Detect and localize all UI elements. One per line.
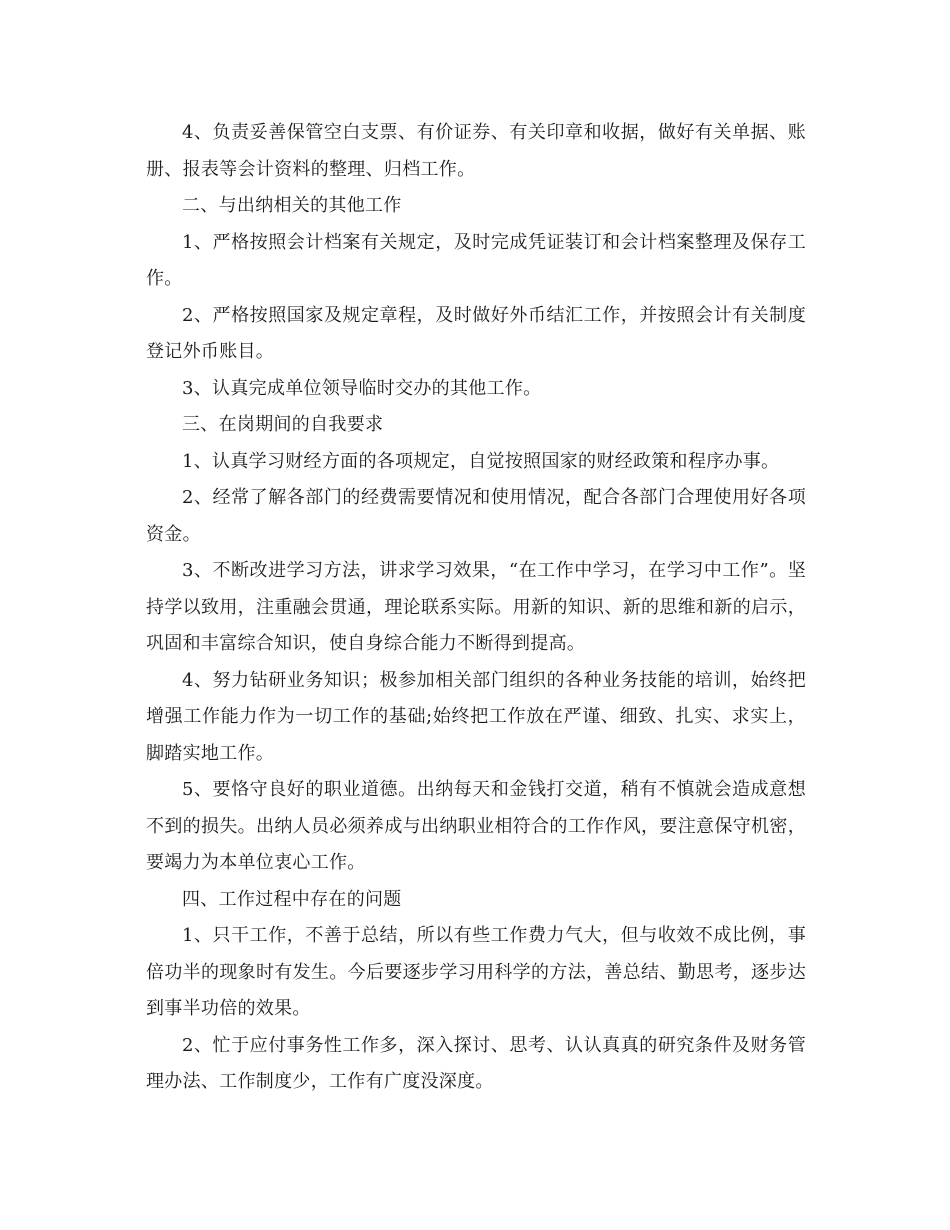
paragraph-item-2-routine-work: 2、忙于应付事务性工作多，深入探讨、思考、认认真真的研究条件及财务管理办法、工作制度少，工作有广度没深度。 [146,1034,806,1092]
paragraph-item-1-summarizing: 1、只干工作，不善于总结，所以有些工作费力气大，但与收效不成比例，事倍功半的现象时有发生。今后要逐步学习用科学的方法，善总结、勤思考，逐步达到事半功倍的效果。 [146,925,806,1019]
section-heading-3: 三、在岗期间的自我要求 [182,414,384,435]
paragraph-item-3-other-tasks: 3、认真完成单位领导临时交办的其他工作。 [182,377,542,399]
paragraph-item-1-archives: 1、严格按照会计档案有关规定，及时完成凭证装订和会计档案整理及保存工作。 [146,231,806,289]
paragraph-item-2-foreign-exchange: 2、严格按照国家及规定章程，及时做好外币结汇工作，并按照会计有关制度登记外币账目。 [146,304,806,362]
paragraph-item-4-safekeeping: 4、负责妥善保管空白支票、有价证券、有关印章和收据，做好有关单据、账册、报表等会计资料的整理、归档工作。 [146,122,806,180]
paragraph-item-5-professional-ethics: 5、要恪守良好的职业道德。出纳每天和金钱打交道，稍有不慎就会造成意想不到的损失。出纳人员必须养成与出纳职业相符合的工作作风，要注意保守机密，要竭力为本单位衷心工作。 [146,779,806,873]
document-body [146,115,806,1101]
section-heading-2: 二、与出纳相关的其他工作 [182,195,402,216]
paragraph-item-3-learning-methods: 3、不断改进学习方法，讲求学习效果，“在工作中学习，在学习中工作”。坚持学以致用，注重融会贯通，理论联系实际。用新的知识、新的思维和新的启示，巩固和丰富综合知识，使自身综合能力不断得到提高。 [146,560,806,654]
paragraph-item-1-study-rules: 1、认真学习财经方面的各项规定，自觉按照国家的财经政策和程序办事。 [182,450,780,472]
section-heading-4: 四、工作过程中存在的问题 [182,888,402,910]
paragraph-item-2-funds: 2、经常了解各部门的经费需要情况和使用情况，配合各部门合理使用好各项资金。 [146,487,806,545]
paragraph-item-4-business-knowledge: 4、努力钻研业务知识；极参加相关部门组织的各种业务技能的培训，始终把增强工作能力作为一切工作的基础;始终把工作放在严谨、细致、扎实、求实上，脚踏实地工作。 [146,669,806,764]
